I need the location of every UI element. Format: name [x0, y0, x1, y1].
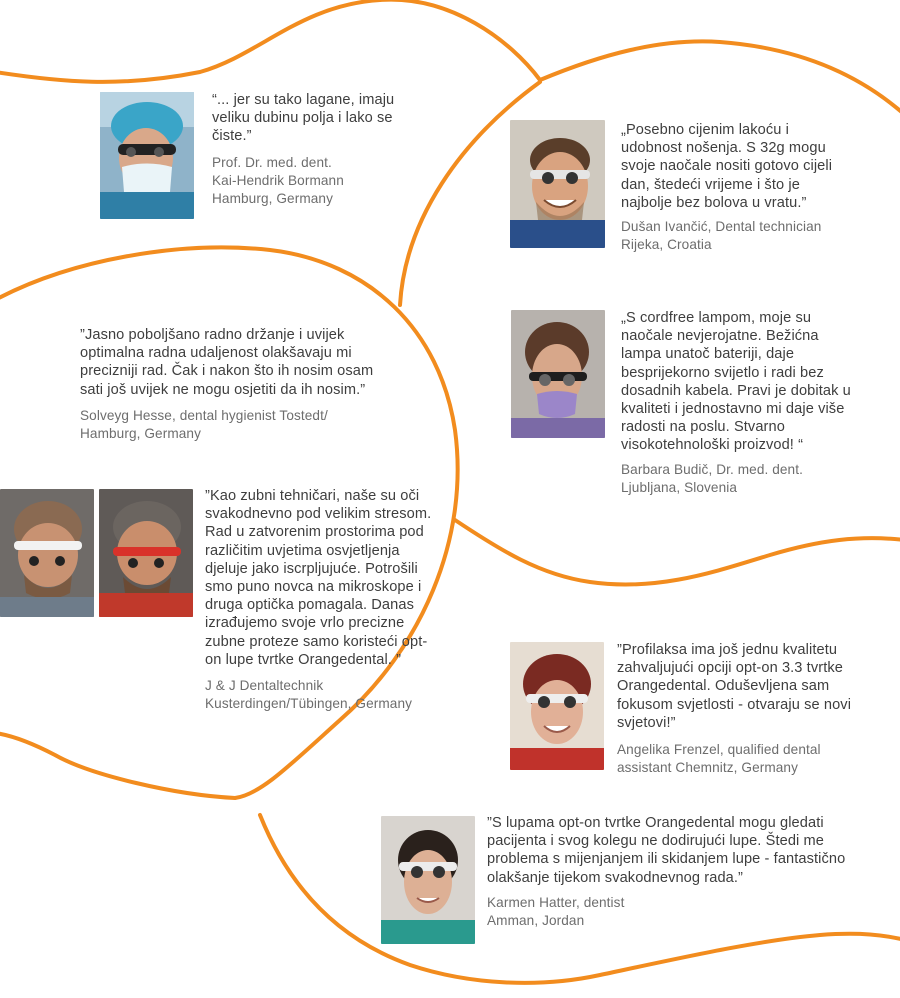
testimonial-author: [621, 218, 861, 254]
technician-photo-left: [0, 489, 94, 617]
woman-with-mask-and-loupes-photo: [511, 310, 605, 438]
author-line: Karmen Hatter, dentist: [487, 895, 625, 910]
author-line: Rijeka, Croatia: [621, 237, 712, 253]
testimonial-author: [617, 741, 857, 777]
author-line: J & J Dentaltechnik: [205, 678, 324, 693]
testimonial-quote: ”S lupama opt-on tvrtke Orangedental mogu gledati pacijenta i svog kolegu ne dodirujući lupe. Štedi me problema s mijenjanjem ili skidanjem lupe - fantastično olakšanje tijekom svakodnevnog rada.”: [487, 815, 846, 886]
surgeon-with-loupes-photo: [100, 92, 194, 219]
author-line: Kai-Hendrik Bormann: [212, 173, 344, 189]
testimonial-quote: “... jer su tako lagane, imaju veliku dubinu polja i lako se čiste.”: [212, 92, 395, 145]
author-line: Hamburg, Germany: [80, 426, 201, 442]
author-line: Angelika Frenzel, qualified dental: [617, 742, 821, 757]
smiling-man-with-loupes-photo: [510, 120, 605, 248]
technician-photo-right: [99, 489, 193, 617]
testimonial-quote: „Posebno cijenim lakoću i udobnost nošenja. S 32g mogu svoje naočale nositi gotovo cijeli dan, štedeći vrijeme i što je najbolje bez bolova u vratu.”: [621, 122, 833, 211]
author-line: Amman, Jordan: [487, 913, 585, 929]
testimonial-quote: ”Jasno poboljšano radno držanje i uvijek optimalna radna udaljenost olakšavaju mi precizniji rad. Čak i nakon što ih nosim osam sati još uvijek ne mogu osjetiti da ih nosim.”: [80, 327, 374, 398]
author-line: Ljubljana, Slovenia: [621, 480, 738, 496]
smiling-woman-with-loupes-photo: [510, 642, 604, 770]
testimonial-author: [80, 407, 400, 443]
testimonial-author: [621, 461, 861, 497]
author-line: Dušan Ivančić, Dental technician: [621, 219, 822, 234]
author-line: Kusterdingen/Tübingen, Germany: [205, 696, 413, 712]
testimonial-quote: „S cordfree lampom, moje su naočale nevjerojatne. Bežićna lampa unatoč bateriji, daje besprijekorno svijetlo i radi bez dosadnih kabela. Pravi je dobitak u kvaliteti i jednostavno mi daje više radosti na poslu. Stvarno visokotehnološki proizvod! “: [621, 310, 851, 454]
author-line: Barbara Budič, Dr. med. dent.: [621, 462, 803, 477]
author-line: assistant Chemnitz, Germany: [617, 760, 798, 776]
author-line: Hamburg, Germany: [212, 191, 333, 207]
young-woman-with-loupes-photo: [381, 816, 475, 944]
testimonial-quote: ”Profilaksa ima još jednu kvalitetu zahvaljujući opciji opt-on 3.3 tvrtke Orangedental. Oduševljena sam fokusom svjetlosti - otvaraju se novi svjetovi!”: [617, 642, 852, 731]
testimonial-author: [212, 154, 426, 209]
testimonial-author: [487, 894, 787, 930]
testimonial-author: [205, 677, 455, 713]
testimonial-quote: ”Kao zubni tehničari, naše su oči svakodnevno pod velikim stresom. Rad u zatvorenim prostorima pod različitim uvjetima osvjetljenja djeluje jako iscrpljujuće. Potrošili smo puno novca na mikroskope i druga optička pomagala. Danas izrađujemo svoje vrlo precizne zubne proteze samo koristeći opt-on lupe tvrtke Orangedental. ”: [205, 488, 432, 668]
author-line: Solveyg Hesse, dental hygienist Tostedt/: [80, 408, 328, 423]
author-line: Prof. Dr. med. dent.: [212, 155, 332, 170]
